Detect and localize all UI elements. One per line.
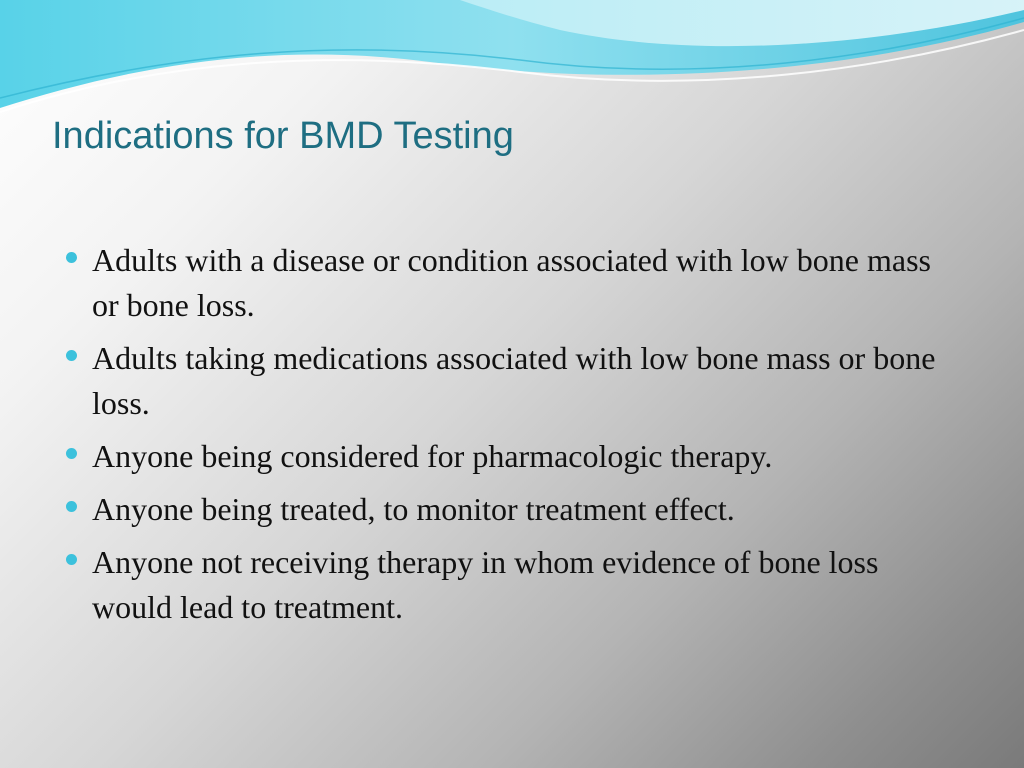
bullet-dot-icon	[66, 448, 77, 459]
bullet-dot-icon	[66, 501, 77, 512]
list-item	[62, 238, 962, 328]
slide-title: Indications for BMD Testing	[52, 115, 514, 157]
list-item	[62, 336, 962, 426]
bullet-text: Anyone not receiving therapy in whom evidence of bone loss would lead to treatment.	[92, 544, 879, 625]
list-item	[62, 540, 962, 630]
bullet-dot-icon	[66, 252, 77, 263]
list-item	[62, 434, 962, 479]
bullet-dot-icon	[66, 350, 77, 361]
bullet-text: Adults with a disease or condition associated with low bone mass or bone loss.	[92, 242, 931, 323]
list-item	[62, 487, 962, 532]
bullet-text: Anyone being treated, to monitor treatment effect.	[92, 491, 735, 527]
bullet-list	[62, 238, 962, 638]
header-wave-decoration	[0, 0, 1024, 130]
bullet-text: Adults taking medications associated with low bone mass or bone loss.	[92, 340, 936, 421]
bullet-dot-icon	[66, 554, 77, 565]
bullet-text: Anyone being considered for pharmacologic therapy.	[92, 438, 773, 474]
